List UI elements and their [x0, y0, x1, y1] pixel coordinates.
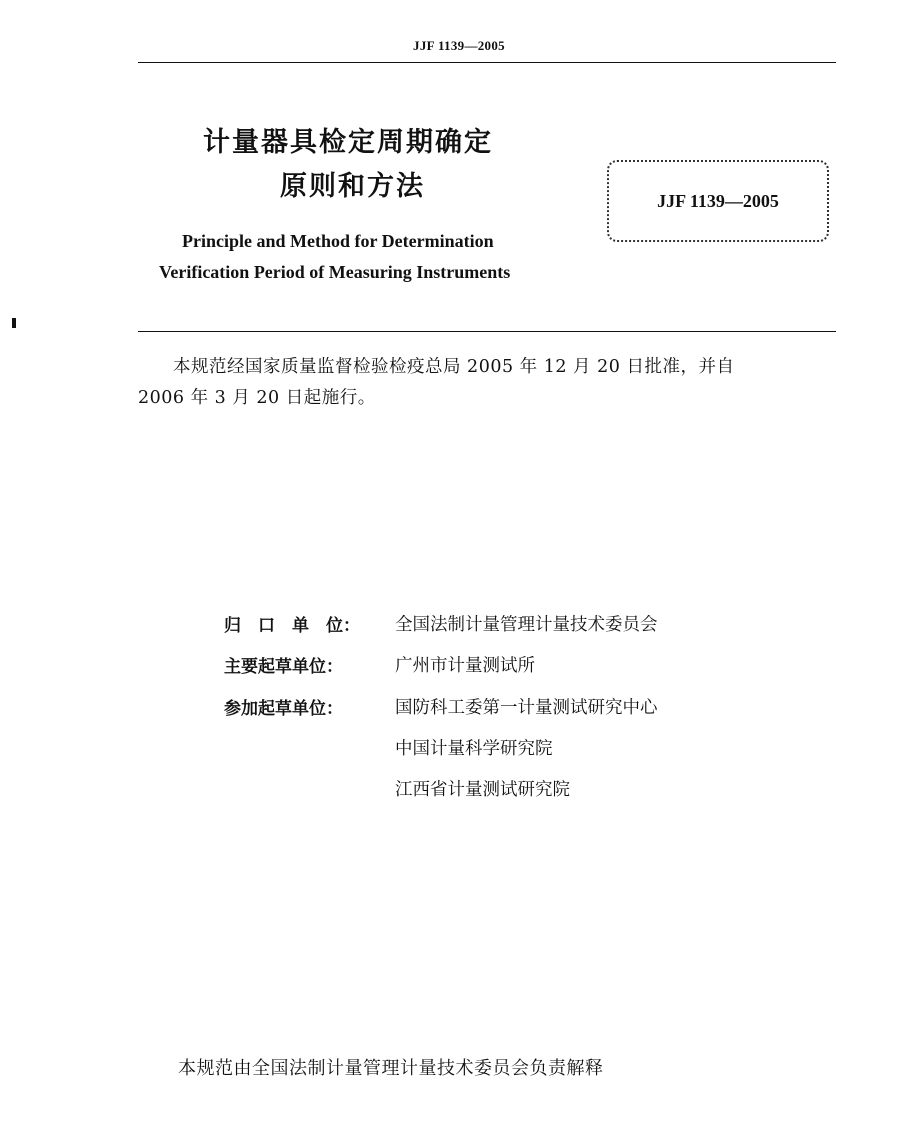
standard-code-box-text: JJF 1139—2005	[657, 190, 779, 211]
interpretation-note: 本规范由全国法制计量管理计量技术委员会负责解释	[178, 1058, 604, 1079]
title-english-line1: Principle and Method for Determination	[182, 231, 494, 251]
unit-value-responsible: 全国法制计量管理计量技术委员会	[395, 615, 658, 635]
approval-paragraph-cont	[138, 383, 836, 414]
approval-line2: 2006 年 3 月 20 日起施行。	[138, 388, 376, 408]
unit-value-participant-2: 中国计量科学研究院	[395, 739, 553, 759]
title-rule	[138, 331, 836, 332]
approval-line1: 本规范经国家质量监督检验检疫总局 2005 年 12 月 20 日批准，并自	[173, 357, 735, 377]
header-standard-code: JJF 1139—2005	[413, 38, 505, 53]
unit-value-participant-3: 江西省计量测试研究院	[395, 780, 570, 800]
unit-label-responsible: 归 口 单 位：	[224, 616, 360, 636]
unit-value-participant-1: 国防科工委第一计量测试研究中心	[395, 698, 658, 718]
title-english-line2: Verification Period of Measuring Instruments	[159, 262, 511, 282]
unit-label-main-drafter: 主要起草单位：	[224, 657, 343, 677]
standard-code-box	[607, 160, 829, 242]
approval-paragraph	[138, 352, 836, 383]
title-chinese-line1: 计量器具检定周期确定	[203, 127, 493, 158]
scan-mark	[12, 318, 16, 328]
unit-value-main-drafter: 广州市计量测试所	[395, 656, 535, 676]
title-chinese-line2: 原则和方法	[280, 171, 425, 202]
unit-label-participating-drafters: 参加起草单位：	[224, 699, 343, 719]
header-rule	[138, 62, 836, 63]
